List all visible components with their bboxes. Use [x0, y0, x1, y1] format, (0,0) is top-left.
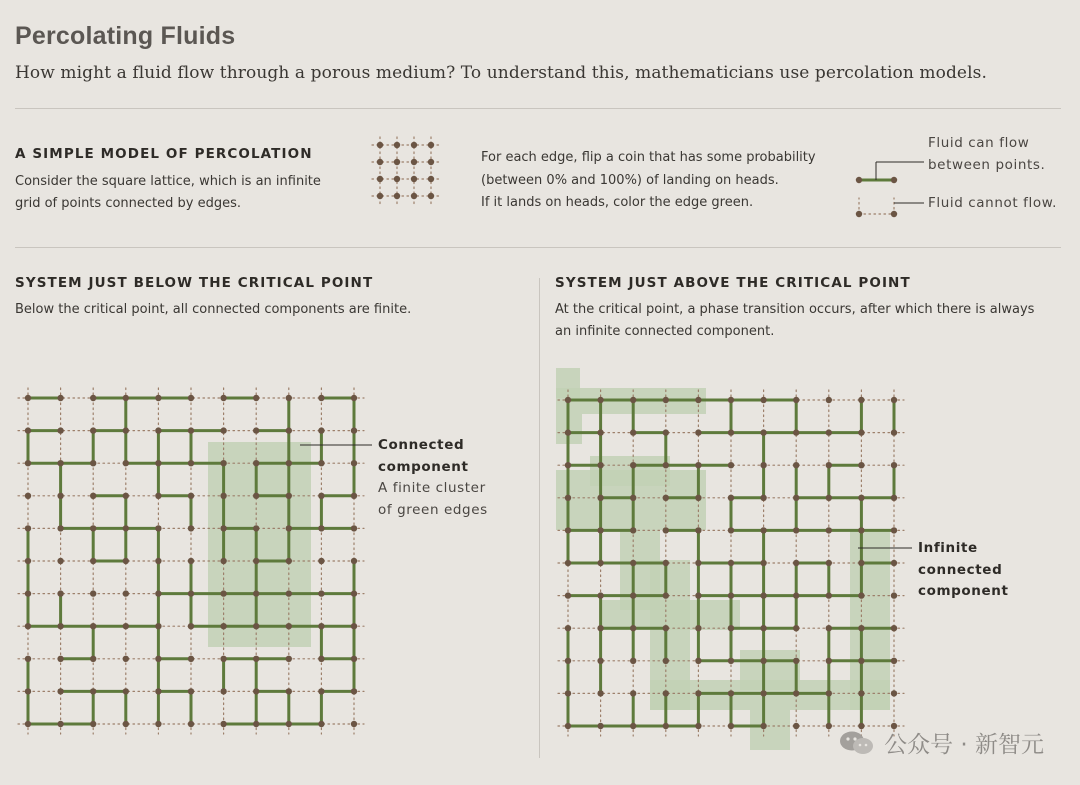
- lattice-node: [253, 427, 259, 433]
- section-divider: [15, 247, 1061, 248]
- lattice-node: [760, 397, 766, 403]
- lattice-node: [90, 525, 96, 531]
- lattice-node: [630, 625, 636, 631]
- lattice-node: [188, 460, 194, 466]
- lattice-node: [565, 429, 571, 435]
- lattice-node: [155, 493, 161, 499]
- infinite-component-label-3: component: [918, 583, 1009, 599]
- legend-flow-line1: Fluid can flow: [928, 135, 1030, 151]
- lattice-node: [90, 427, 96, 433]
- lattice-node: [663, 527, 669, 533]
- lattice-node: [891, 592, 897, 598]
- lattice-node: [57, 427, 63, 433]
- lattice-node: [826, 560, 832, 566]
- lattice-node: [695, 462, 701, 468]
- lattice-node: [728, 690, 734, 696]
- lattice-node: [728, 625, 734, 631]
- lattice-node: [90, 721, 96, 727]
- lattice-node: [760, 560, 766, 566]
- lattice-node: [253, 558, 259, 564]
- lattice-node: [90, 656, 96, 662]
- lattice-node: [428, 142, 434, 148]
- lattice-node: [630, 397, 636, 403]
- lattice-node: [695, 429, 701, 435]
- lattice-node: [826, 462, 832, 468]
- lattice-node: [188, 590, 194, 596]
- lattice-node: [57, 688, 63, 694]
- lattice-node: [695, 560, 701, 566]
- lattice-node: [695, 625, 701, 631]
- lattice-node: [90, 493, 96, 499]
- lattice-node: [25, 493, 31, 499]
- lattice-node: [90, 623, 96, 629]
- lattice-node: [891, 429, 897, 435]
- lattice-node: [351, 688, 357, 694]
- edge-legend-diagram: [850, 150, 930, 230]
- lattice-node: [57, 590, 63, 596]
- below-heading: SYSTEM JUST BELOW THE CRITICAL POINT: [15, 275, 374, 291]
- lattice-node: [394, 159, 400, 165]
- lattice-node: [728, 592, 734, 598]
- coin-text-line2: (between 0% and 100%) of landing on heads.: [481, 173, 779, 188]
- lattice-node: [90, 590, 96, 596]
- lattice-node: [318, 623, 324, 629]
- lattice-node: [188, 493, 194, 499]
- lattice-node: [597, 560, 603, 566]
- lattice-node: [25, 721, 31, 727]
- lattice-node: [428, 193, 434, 199]
- lattice-node: [760, 690, 766, 696]
- lattice-node: [123, 493, 129, 499]
- lattice-node: [220, 623, 226, 629]
- lattice-node: [25, 427, 31, 433]
- lattice-node: [728, 429, 734, 435]
- lattice-node: [188, 688, 194, 694]
- lattice-node: [253, 493, 259, 499]
- lattice-node: [728, 462, 734, 468]
- lattice-node: [891, 397, 897, 403]
- connected-component-label: Connected: [378, 437, 465, 453]
- lattice-node: [286, 721, 292, 727]
- above-text-line1: At the critical point, a phase transition occurs, after which there is always: [555, 302, 1035, 317]
- lattice-node: [760, 429, 766, 435]
- lattice-node: [760, 527, 766, 533]
- lattice-node: [90, 395, 96, 401]
- lattice-node: [858, 429, 864, 435]
- lattice-node: [793, 495, 799, 501]
- lattice-node: [318, 460, 324, 466]
- lattice-node: [57, 656, 63, 662]
- lattice-node: [155, 460, 161, 466]
- lattice-node: [695, 592, 701, 598]
- legend-flow-line2: between points.: [928, 157, 1046, 173]
- lattice-node: [25, 590, 31, 596]
- lattice-node: [220, 688, 226, 694]
- lattice-node: [25, 656, 31, 662]
- lattice-node: [663, 397, 669, 403]
- lattice-node: [351, 721, 357, 727]
- lattice-node: [630, 723, 636, 729]
- lattice-node: [286, 656, 292, 662]
- lattice-node: [793, 723, 799, 729]
- lattice-node: [858, 625, 864, 631]
- lattice-node: [565, 658, 571, 664]
- lattice-node: [123, 590, 129, 596]
- lattice-node: [351, 395, 357, 401]
- lattice-node: [351, 493, 357, 499]
- lattice-node: [597, 658, 603, 664]
- lattice-node: [377, 193, 383, 199]
- lattice-node: [891, 527, 897, 533]
- lattice-node: [220, 656, 226, 662]
- lattice-node: [597, 592, 603, 598]
- lattice-node: [565, 592, 571, 598]
- lattice-node: [57, 558, 63, 564]
- lattice-node: [565, 495, 571, 501]
- lattice-node: [760, 592, 766, 598]
- lattice-node: [351, 525, 357, 531]
- coin-text-line3: If it lands on heads, color the edge green.: [481, 195, 754, 210]
- lattice-node: [253, 623, 259, 629]
- lattice-node: [253, 395, 259, 401]
- lattice-node: [188, 721, 194, 727]
- lattice-node: [377, 176, 383, 182]
- lattice-node: [858, 495, 864, 501]
- lattice-node: [411, 159, 417, 165]
- lattice-node: [826, 592, 832, 598]
- lattice-node: [728, 560, 734, 566]
- lattice-node: [57, 525, 63, 531]
- lattice-node: [663, 723, 669, 729]
- lattice-node: [728, 397, 734, 403]
- lattice-node: [155, 427, 161, 433]
- lattice-node: [597, 462, 603, 468]
- lattice-node: [286, 688, 292, 694]
- lattice-node: [891, 658, 897, 664]
- lattice-node: [253, 460, 259, 466]
- lattice-node: [220, 395, 226, 401]
- lattice-node: [25, 395, 31, 401]
- lattice-node: [123, 525, 129, 531]
- lattice-node: [155, 525, 161, 531]
- lattice-node: [597, 397, 603, 403]
- lattice-node: [155, 558, 161, 564]
- lattice-node: [155, 656, 161, 662]
- wechat-icon: [838, 730, 876, 756]
- lattice-node: [565, 462, 571, 468]
- lattice-node: [630, 658, 636, 664]
- lattice-node: [630, 462, 636, 468]
- lattice-node: [318, 688, 324, 694]
- lattice-node: [123, 558, 129, 564]
- above-text-line2: an infinite connected component.: [555, 324, 775, 339]
- lattice-node: [394, 193, 400, 199]
- watermark: [838, 726, 1044, 759]
- lattice-node: [597, 723, 603, 729]
- lattice-node: [760, 658, 766, 664]
- lattice-node: [597, 690, 603, 696]
- lattice-node: [760, 723, 766, 729]
- page-title: Percolating Fluids: [15, 22, 236, 50]
- lattice-node: [597, 495, 603, 501]
- lattice-node: [597, 625, 603, 631]
- lattice-node: [793, 397, 799, 403]
- connected-component-label-2: component: [378, 459, 469, 475]
- lattice-node: [220, 558, 226, 564]
- watermark-text: 公众号 · 新智元: [884, 732, 1044, 758]
- lattice-node: [663, 625, 669, 631]
- lattice-node: [565, 723, 571, 729]
- lattice-node: [428, 159, 434, 165]
- infinite-component-label-2: connected: [918, 562, 1003, 578]
- lattice-node: [826, 658, 832, 664]
- lattice-node: [793, 429, 799, 435]
- lattice-node: [25, 525, 31, 531]
- lattice-node: [826, 527, 832, 533]
- lattice-node: [25, 623, 31, 629]
- lattice-node: [253, 525, 259, 531]
- lattice-node: [351, 590, 357, 596]
- lattice-node: [394, 142, 400, 148]
- lattice-node: [57, 460, 63, 466]
- lattice-node: [663, 560, 669, 566]
- lattice-node: [123, 656, 129, 662]
- lattice-node: [663, 658, 669, 664]
- lattice-node: [155, 623, 161, 629]
- lattice-node: [856, 177, 862, 183]
- lattice-node: [695, 495, 701, 501]
- lattice-node: [188, 427, 194, 433]
- lattice-node: [253, 590, 259, 596]
- lattice-node: [90, 558, 96, 564]
- lattice-node: [318, 558, 324, 564]
- lattice-node: [188, 656, 194, 662]
- cluster-highlight: [740, 650, 800, 690]
- lattice-node: [630, 560, 636, 566]
- lattice-node: [695, 690, 701, 696]
- lattice-node: [253, 721, 259, 727]
- lattice-node: [760, 495, 766, 501]
- lattice-node: [318, 427, 324, 433]
- lattice-node: [858, 527, 864, 533]
- lattice-node: [826, 625, 832, 631]
- lattice-node: [695, 658, 701, 664]
- page-subtitle: How might a fluid flow through a porous medium? To understand this, mathematicians use percolation models.: [15, 63, 987, 83]
- lattice-node: [565, 397, 571, 403]
- lattice-node: [318, 590, 324, 596]
- lattice-node: [155, 721, 161, 727]
- lattice-node: [220, 721, 226, 727]
- lattice-node: [90, 460, 96, 466]
- lattice-node: [351, 656, 357, 662]
- lattice-node: [188, 395, 194, 401]
- intro-text-line2: grid of points connected by edges.: [15, 196, 242, 211]
- top-divider: [15, 108, 1061, 109]
- lattice-node: [663, 462, 669, 468]
- lattice-node: [57, 623, 63, 629]
- lattice-node: [565, 560, 571, 566]
- intro-heading: A SIMPLE MODEL OF PERCOLATION: [15, 146, 313, 162]
- lattice-node: [597, 527, 603, 533]
- lattice-node: [253, 656, 259, 662]
- lattice-node: [793, 527, 799, 533]
- lattice-node: [123, 460, 129, 466]
- legend-noflow: Fluid cannot flow.: [928, 195, 1057, 211]
- lattice-node: [663, 495, 669, 501]
- lattice-node: [760, 462, 766, 468]
- lattice-node: [220, 493, 226, 499]
- lattice-node: [351, 623, 357, 629]
- lattice-node: [155, 590, 161, 596]
- lattice-node: [565, 625, 571, 631]
- finite-cluster-label-2: of green edges: [378, 502, 488, 518]
- lattice-node: [286, 460, 292, 466]
- lattice-node: [728, 527, 734, 533]
- lattice-node: [630, 429, 636, 435]
- lattice-node: [377, 159, 383, 165]
- infinite-component-label-1: Infinite: [918, 540, 978, 556]
- finite-cluster-label: A finite cluster: [378, 480, 486, 496]
- lattice-node: [57, 721, 63, 727]
- lattice-node: [858, 658, 864, 664]
- lattice-node: [411, 193, 417, 199]
- lattice-node: [220, 590, 226, 596]
- lattice-node: [155, 688, 161, 694]
- lattice-node: [123, 688, 129, 694]
- lattice-node: [891, 462, 897, 468]
- lattice-node: [90, 688, 96, 694]
- lattice-node: [760, 625, 766, 631]
- lattice-node: [220, 460, 226, 466]
- lattice-node: [793, 592, 799, 598]
- lattice-node: [630, 495, 636, 501]
- above-heading: SYSTEM JUST ABOVE THE CRITICAL POINT: [555, 275, 911, 291]
- lattice-node: [826, 495, 832, 501]
- lattice-node: [351, 460, 357, 466]
- lattice-node: [858, 690, 864, 696]
- lattice-node: [793, 462, 799, 468]
- lattice-node: [188, 558, 194, 564]
- lattice-node: [826, 690, 832, 696]
- lattice-node: [663, 592, 669, 598]
- lattice-node: [826, 723, 832, 729]
- lattice-node: [394, 176, 400, 182]
- lattice-node: [565, 527, 571, 533]
- lattice-node: [663, 429, 669, 435]
- lattice-node: [630, 592, 636, 598]
- lattice-node: [858, 560, 864, 566]
- lattice-node: [286, 427, 292, 433]
- lattice-node: [286, 525, 292, 531]
- small-lattice-diagram: [370, 135, 470, 225]
- lattice-node: [220, 525, 226, 531]
- intro-text-line1: Consider the square lattice, which is an infinite: [15, 174, 321, 189]
- lattice-node: [891, 690, 897, 696]
- lattice-node: [286, 395, 292, 401]
- lattice-node: [891, 625, 897, 631]
- lattice-node: [286, 493, 292, 499]
- lattice-node: [695, 723, 701, 729]
- lattice-node: [318, 493, 324, 499]
- lattice-node: [318, 721, 324, 727]
- cluster-highlight: [850, 530, 890, 710]
- lattice-node: [377, 142, 383, 148]
- lattice-node: [856, 211, 862, 217]
- lattice-node: [286, 623, 292, 629]
- lattice-node: [351, 558, 357, 564]
- lattice-node: [826, 429, 832, 435]
- lattice-node: [286, 590, 292, 596]
- lattice-node: [891, 495, 897, 501]
- lattice-node: [123, 721, 129, 727]
- lattice-node: [123, 427, 129, 433]
- lattice-node: [891, 211, 897, 217]
- lattice-node: [826, 397, 832, 403]
- lattice-node: [318, 525, 324, 531]
- lattice-node: [25, 558, 31, 564]
- lattice-node: [351, 427, 357, 433]
- lattice-node: [891, 177, 897, 183]
- lattice-node: [57, 493, 63, 499]
- lattice-node: [188, 525, 194, 531]
- lattice-node: [793, 560, 799, 566]
- lattice-node: [858, 462, 864, 468]
- lattice-node: [695, 527, 701, 533]
- lattice-node: [728, 495, 734, 501]
- lattice-node: [188, 623, 194, 629]
- lattice-node: [630, 527, 636, 533]
- lattice-node: [253, 688, 259, 694]
- lattice-node: [793, 625, 799, 631]
- lattice-node: [411, 142, 417, 148]
- lattice-node: [858, 592, 864, 598]
- lattice-node: [25, 460, 31, 466]
- coin-text-line1: For each edge, flip a coin that has some probability: [481, 150, 816, 165]
- lattice-node: [318, 395, 324, 401]
- lattice-node: [630, 690, 636, 696]
- lattice-node: [858, 397, 864, 403]
- lattice-node: [695, 397, 701, 403]
- lattice-node: [597, 429, 603, 435]
- lattice-node: [663, 690, 669, 696]
- lattice-node: [728, 723, 734, 729]
- lattice-node: [565, 690, 571, 696]
- lattice-node: [155, 395, 161, 401]
- cluster-highlight: [750, 710, 790, 750]
- below-critical-lattice: [0, 370, 540, 750]
- lattice-node: [728, 658, 734, 664]
- lattice-node: [286, 558, 292, 564]
- lattice-node: [793, 690, 799, 696]
- lattice-node: [428, 176, 434, 182]
- lattice-node: [220, 427, 226, 433]
- above-critical-lattice: [540, 360, 960, 760]
- lattice-node: [793, 658, 799, 664]
- lattice-node: [318, 656, 324, 662]
- lattice-node: [123, 623, 129, 629]
- below-text: Below the critical point, all connected components are finite.: [15, 302, 412, 317]
- lattice-node: [57, 395, 63, 401]
- lattice-node: [123, 395, 129, 401]
- lattice-node: [411, 176, 417, 182]
- lattice-node: [891, 560, 897, 566]
- lattice-node: [25, 688, 31, 694]
